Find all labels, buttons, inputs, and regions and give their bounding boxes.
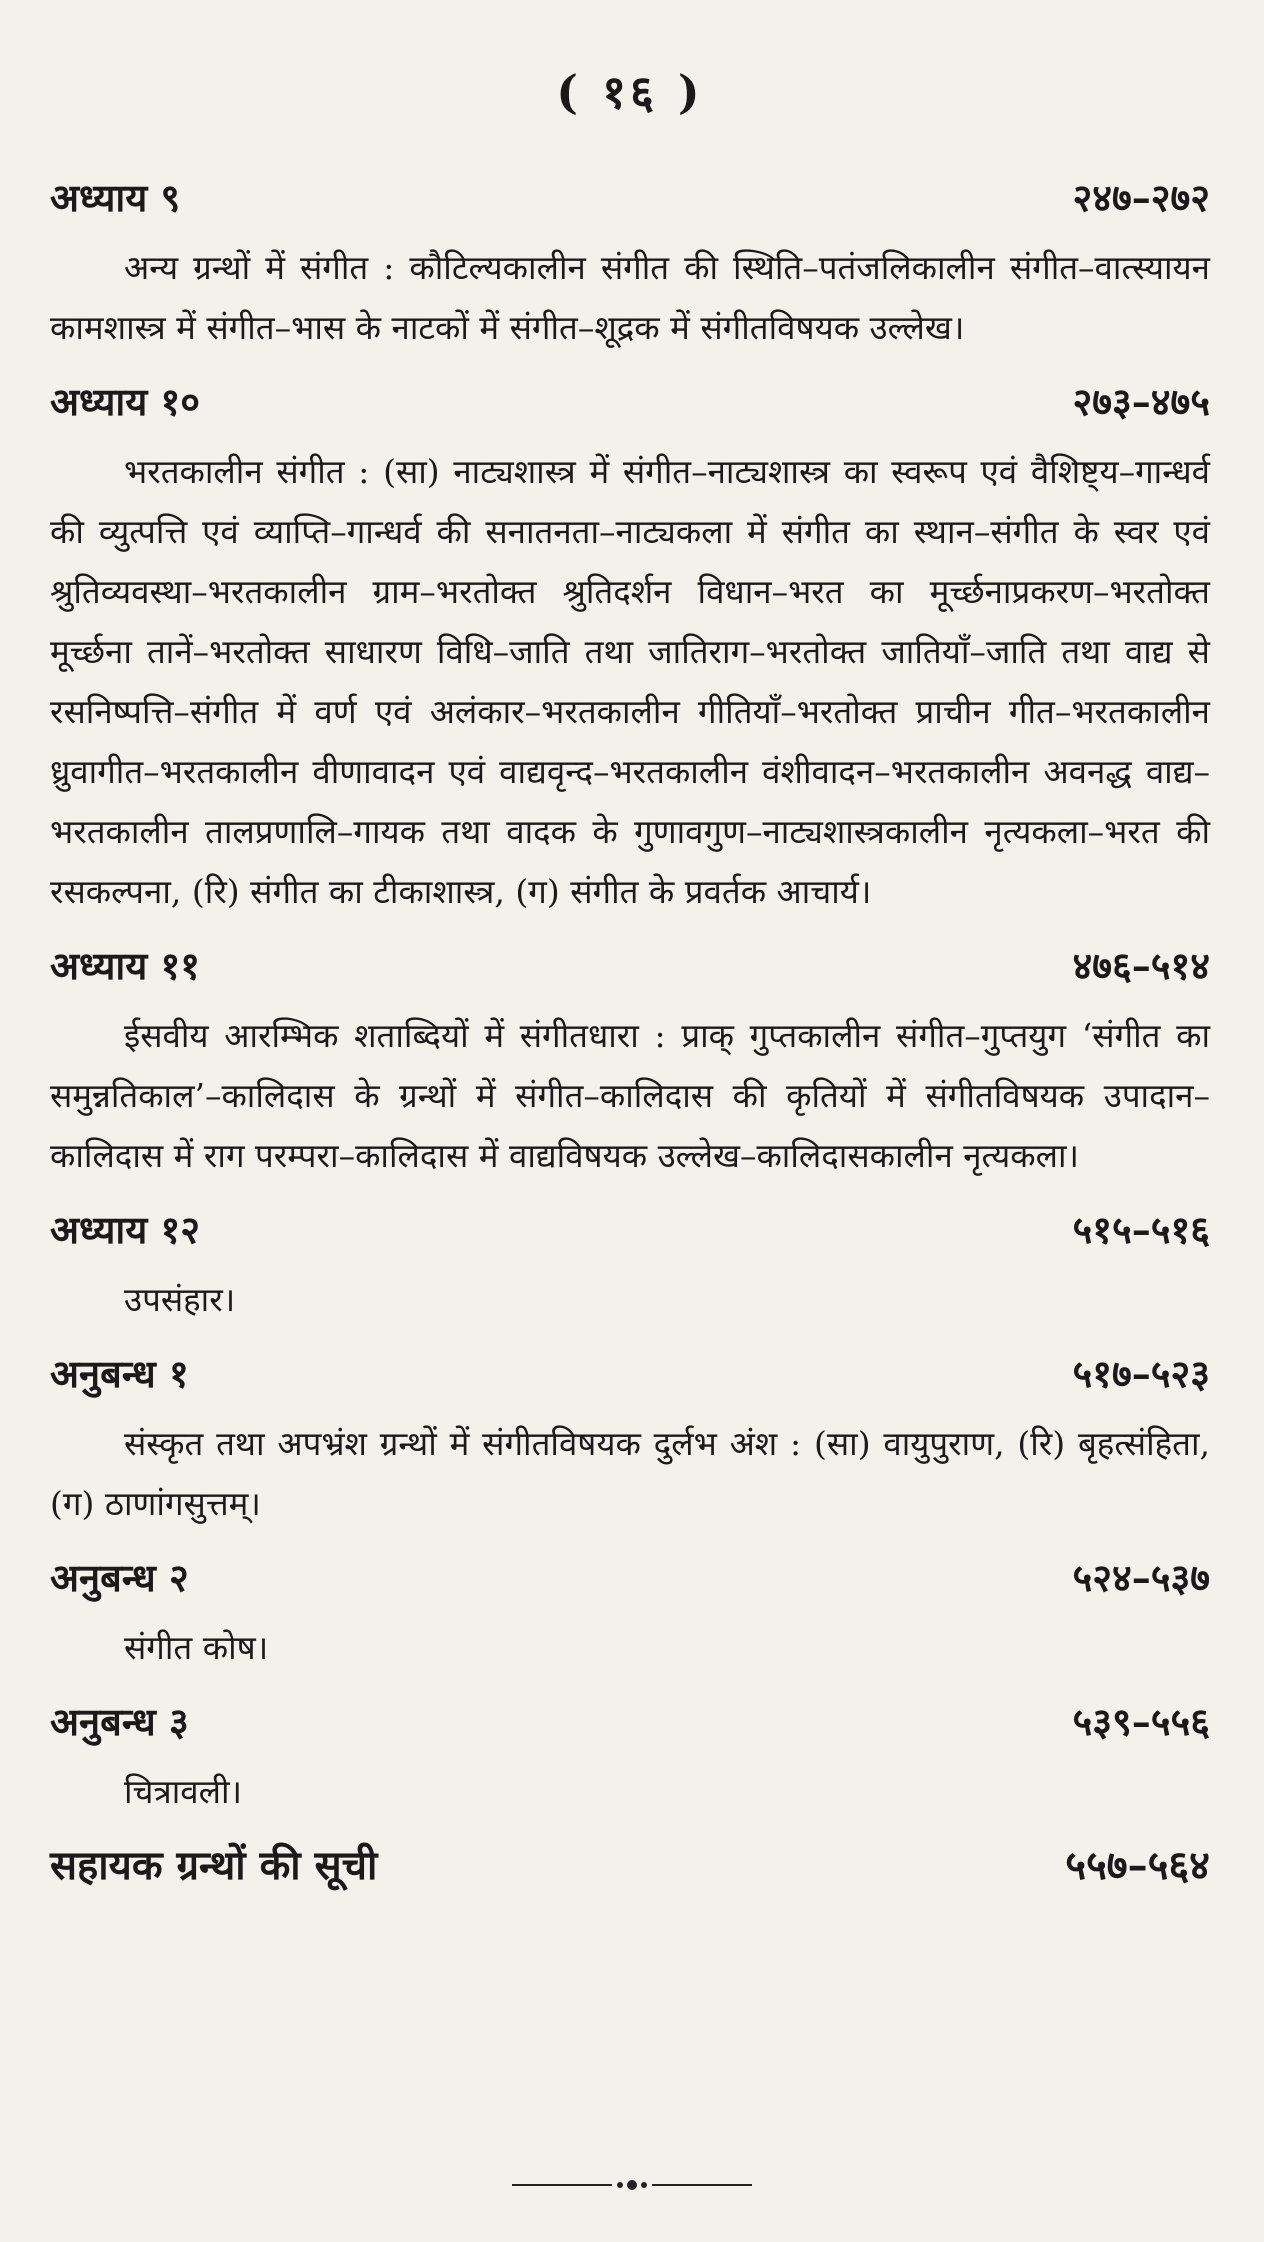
entry-heading [50, 376, 1210, 428]
entry-title: अध्याय १२ [50, 1207, 200, 1252]
entry-title: अध्याय १० [50, 379, 200, 424]
toc-entry-chapter-9 [50, 172, 1210, 358]
toc-entry-appendix-1 [50, 1348, 1210, 1534]
toc-entry-appendix-3 [50, 1696, 1210, 1822]
entry-heading [50, 1204, 1210, 1256]
entry-pages: ४७६–५१४ [1072, 943, 1210, 988]
entry-title: सहायक ग्रन्थों की सूची [50, 1842, 378, 1889]
entry-description: संस्कृत तथा अपभ्रंश ग्रन्थों में संगीतविषयक दुर्लभ अंश : (सा) वायुपुराण, (रि) बृहत्संहिता, (ग) ठाणांगसुत्तम्। [50, 1424, 1210, 1523]
toc-entry-chapter-12 [50, 1204, 1210, 1330]
entry-pages: २४७–२७२ [1072, 175, 1210, 220]
entry-heading [50, 1696, 1210, 1748]
entry-pages: ५१५–५१६ [1072, 1207, 1210, 1252]
document-page [50, 60, 1210, 2210]
entry-pages: ५३९–५५६ [1072, 1699, 1210, 1744]
entry-pages: ५२४–५३७ [1072, 1555, 1210, 1600]
page-number: ( १६ ) [556, 65, 704, 119]
entry-heading [50, 940, 1210, 992]
entry-title: अध्याय ९ [50, 175, 181, 220]
toc-entry-chapter-11 [50, 940, 1210, 1186]
entry-pages: २७३–४७५ [1072, 379, 1210, 424]
entry-heading [50, 172, 1210, 224]
entry-pages: ५१७–५२३ [1072, 1351, 1210, 1396]
entry-title: अनुबन्ध ३ [50, 1699, 189, 1744]
entry-title: अनुबन्ध २ [50, 1555, 189, 1600]
entry-description: चित्रावली। [124, 1772, 243, 1811]
toc-entry-bibliography [50, 1840, 1210, 1892]
ornament-divider [512, 2175, 752, 2195]
entry-heading [50, 1840, 1210, 1892]
entry-description: ईसवीय आरम्भिक शताब्दियों में संगीतधारा : प्राक् गुप्तकालीन संगीत–गुप्तयुग ‘संगीत का समुन्नतिकाल’–कालिदास के ग्रन्थों में संगीत–कालिदास की कृतियों में संगीतविषयक उपादान–कालिदास में राग परम्परा–कालिदास में वाद्यविषयक उल्लेख–कालिदासकालीन नृत्यकला। [50, 1016, 1210, 1175]
entry-pages: ५५७–५६४ [1065, 1842, 1210, 1889]
toc-entry-chapter-10 [50, 376, 1210, 922]
entry-description: उपसंहार। [124, 1280, 236, 1319]
toc-entry-appendix-2 [50, 1552, 1210, 1678]
entry-description: अन्य ग्रन्थों में संगीत : कौटिल्यकालीन संगीत की स्थिति–पतंजलिकालीन संगीत–वात्स्यायन कामशास्त्र में संगीत–भास के नाटकों में संगीत–शूद्रक में संगीतविषयक उल्लेख। [50, 248, 1210, 347]
entry-title: अनुबन्ध १ [50, 1351, 189, 1396]
entry-heading [50, 1348, 1210, 1400]
entry-description: भरतकालीन संगीत : (सा) नाट्यशास्त्र में संगीत–नाट्यशास्त्र का स्वरूप एवं वैशिष्ट्य–गान्धर्व की व्युत्पत्ति एवं व्याप्ति–गान्धर्व की सनातनता–नाट्यकला में संगीत का स्थान–संगीत के स्वर एवं श्रुतिव्यवस्था–भरतकालीन ग्राम–भरतोक्त श्रुतिदर्शन विधान–भरत का मूर्च्छनाप्रकरण–भरतोक्त मूर्च्छना तानें–भरतोक्त साधारण विधि–जाति तथा जातिराग–भरतोक्त जातियाँ–जाति तथा वाद्य से रसनिष्पत्ति–संगीत में वर्ण एवं अलंकार–भरतकालीन गीतियाँ–भरतोक्त प्राचीन गीत–भरतकालीन ध्रुवागीत–भरतकालीन वीणावादन एवं वाद्यवृन्द–भरतकालीन वंशीवादन–भरतकालीन अवनद्ध वाद्य–भरतकालीन तालप्रणालि–गायक तथा वादक के गुणावगुण–नाट्यशास्त्रकालीन नृत्यकला–भरत की रसकल्पना, (रि) संगीत का टीकाशास्त्र, (ग) संगीत के प्रवर्तक आचार्य। [50, 452, 1210, 911]
entry-description: संगीत कोष। [124, 1628, 269, 1667]
entry-title: अध्याय ११ [50, 943, 200, 988]
entry-heading [50, 1552, 1210, 1604]
